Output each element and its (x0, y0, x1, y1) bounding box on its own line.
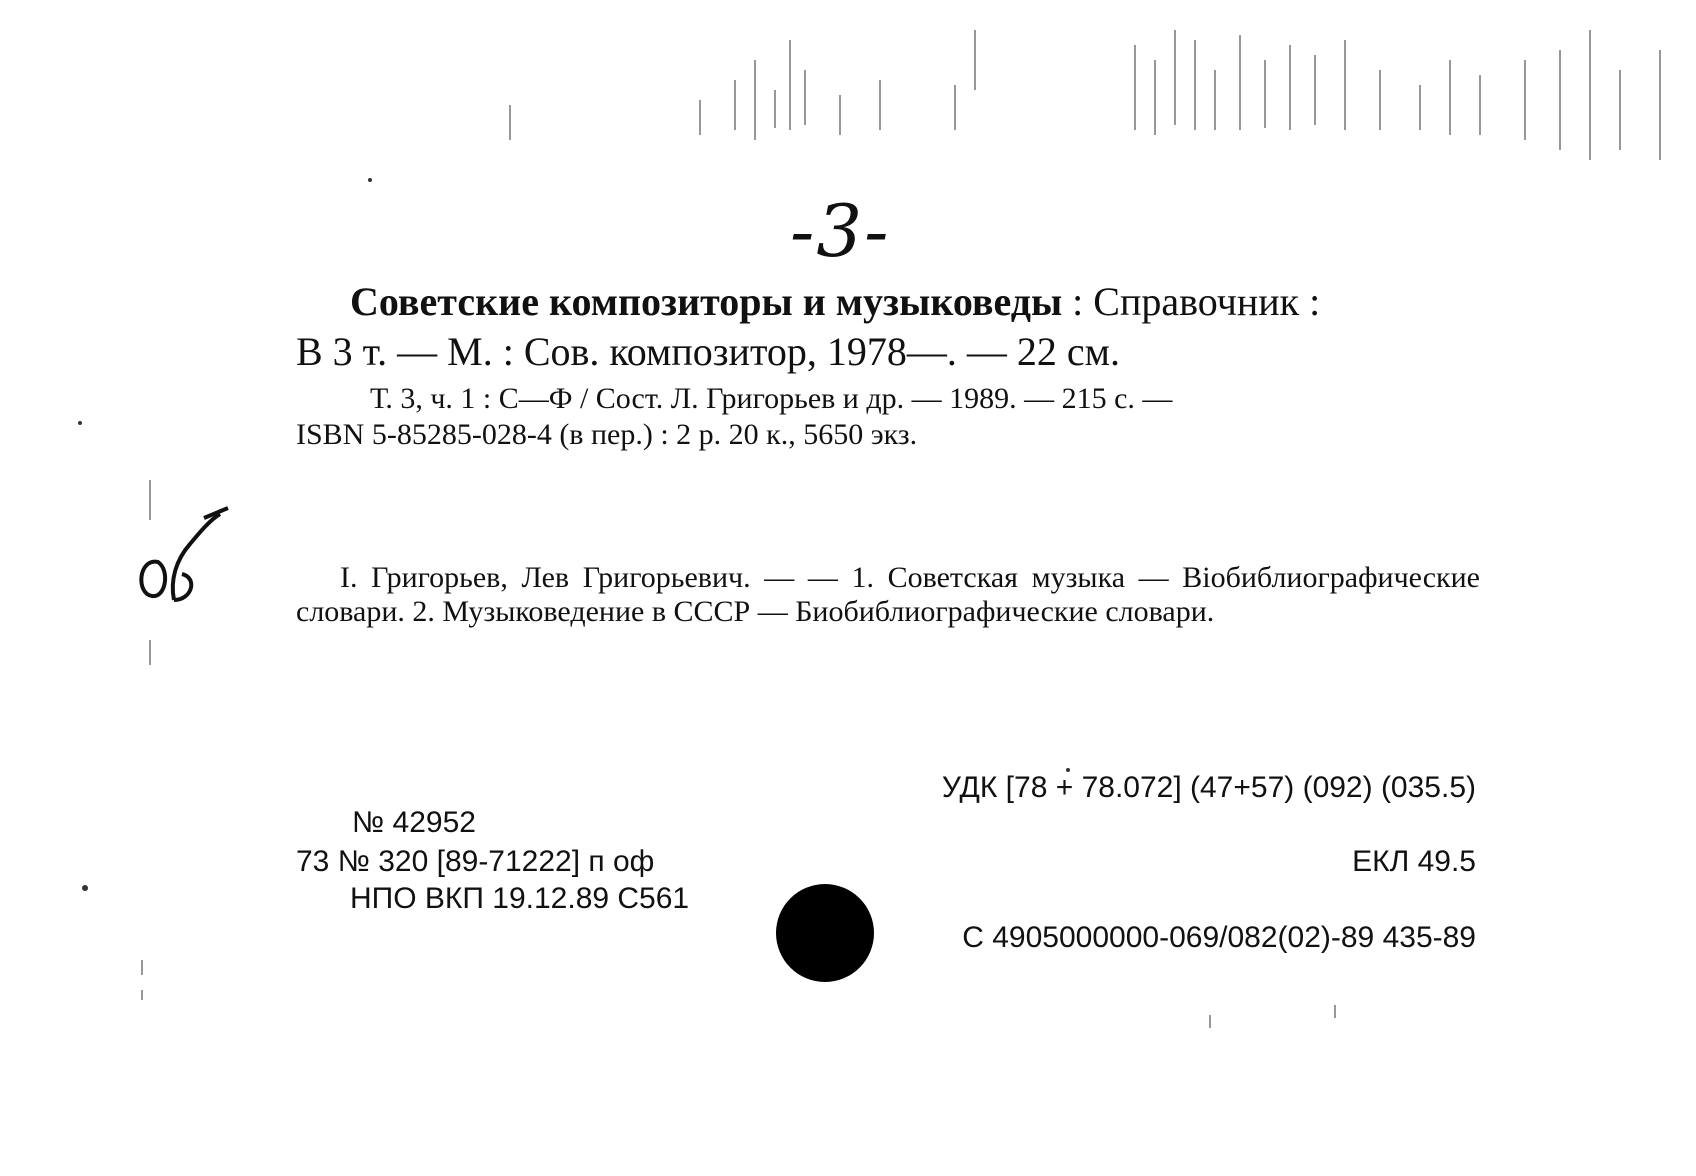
isbn-line: ISBN 5-85285-028-4 (в пер.) : 2 р. 20 к., 5650 экз. (296, 418, 918, 451)
title-line (350, 280, 1320, 324)
volume-line: Т. 3, ч. 1 : С—Ф / Сост. Л. Григорьев и др. — 1989. — 215 с. — (370, 382, 1173, 415)
publication-line: В 3 т. — М. : Сов. композитор, 1978—. — 22 см. (296, 329, 1120, 374)
order-line: 73 № 320 [89-71222] п оф (296, 845, 655, 878)
catalog-code: С 4905000000-069/082(02)-89 435-89 (962, 921, 1476, 954)
udk-code: УДК [78 + 78.072] (47+57) (092) (035.5) (941, 771, 1476, 804)
printer-line: НПО ВКП 19.12.89 С561 (350, 882, 690, 915)
handwritten-note (130, 500, 230, 610)
punch-hole (776, 884, 874, 982)
title-rest: : Справочник : (1062, 279, 1321, 324)
subject-headings: I. Григорьев, Лев Григорьевич. — — 1. Советская музыка — Biобиблиографические словари. 2. Музыковедение в СССР — Биобиблиографические словари. (296, 561, 1480, 628)
page-number-marker: -3- (790, 189, 891, 273)
title-bold: Советские композиторы и музыковеды (350, 279, 1063, 324)
card-number: № 42952 (352, 806, 476, 839)
ekl-code: ЕКЛ 49.5 (1352, 845, 1476, 878)
